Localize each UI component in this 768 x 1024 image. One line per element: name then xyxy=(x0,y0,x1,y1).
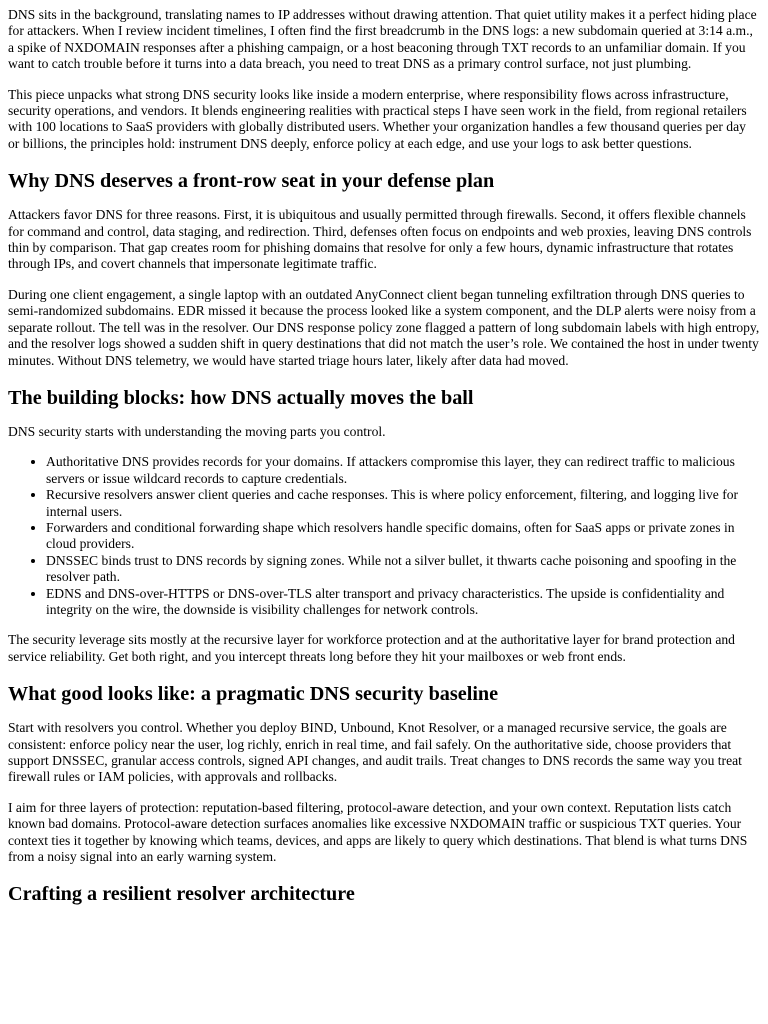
section-paragraph: Start with resolvers you control. Whether you deploy BIND, Unbound, Knot Resolver, or a managed recursive service, the goals are consistent: enforce policy near the user, log richly, enrich in real time, and fail safely. On the authoritative side, choose providers that support DNSSEC, granular access controls, signed API changes, and audit trails. Treat changes to DNS records the same way you treat firewall rules or IAM policies, with approvals and rollbacks. xyxy=(8,720,742,785)
list-item: • Forwarders and conditional forwarding shape which resolvers handle specific domains, often for SaaS apps or private zones in cloud providers. xyxy=(46,520,760,553)
list-item: • EDNS and DNS-over-HTTPS or DNS-over-TLS alter transport and privacy characteristics. The upside is confidentiality and integrity on the wire, the downside is visibility challenges for network controls. xyxy=(46,586,760,619)
list-item: • Authoritative DNS provides records for your domains. If attackers compromise this layer, they can redirect traffic to malicious servers or issue wildcard records to capture credentials. xyxy=(46,454,760,487)
section-heading-resolver-architecture: Crafting a resilient resolver architecture xyxy=(8,883,355,906)
section-intro: DNS security starts with understanding the moving parts you control. xyxy=(8,423,386,439)
intro-paragraph: DNS sits in the background, translating names to IP addresses without drawing attention. That quiet utility makes it a perfect hiding place for attackers. When I review incident timelines, I often find the first breadcrumb in the DNS logs: a new subdomain queried at 3:14 a.m., a spike of NXDOMAIN responses after a phishing campaign, or a host beaconing through TXT records to an unfamiliar domain. If you want to catch trouble before it turns into a data breach, you need to treat DNS as a primary control surface, not just plumbing. xyxy=(8,7,757,72)
building-blocks-list xyxy=(8,454,760,618)
list-item: • DNSSEC binds trust to DNS records by signing zones. While not a silver bullet, it thwarts cache poisoning and spoofing in the resolver path. xyxy=(46,553,760,586)
intro-paragraph: This piece unpacks what strong DNS security looks like inside a modern enterprise, where responsibility flows across infrastructure, security operations, and vendors. It blends engineering realities with practical steps I have seen work in the field, from regional retailers with 100 locations to SaaS providers with globally distributed users. Whether your organization handles a few thousand queries per day or billions, the principles hold: instrument DNS deeply, enforce policy at each edge, and use your logs to ask better questions. xyxy=(8,86,747,151)
list-item: • Recursive resolvers answer client queries and cache responses. This is where policy enforcement, filtering, and logging live for internal users. xyxy=(46,487,760,520)
section-heading-building-blocks: The building blocks: how DNS actually moves the ball xyxy=(8,386,474,409)
section-paragraph: Attackers favor DNS for three reasons. First, it is ubiquitous and usually permitted through firewalls. Second, it offers flexible channels for command and control, data staging, and redirection. Third, defenses often focus on endpoints and web proxies, leaving DNS controls thin by comparison. That gap creates room for phishing domains that resolve for only a few hours, dynamic infrastructure that rotates through IPs, and covert channels that impersonate legitimate traffic. xyxy=(8,207,752,272)
section-heading-why-dns: Why DNS deserves a front-row seat in your defense plan xyxy=(8,170,495,193)
section-heading-baseline: What good looks like: a pragmatic DNS security baseline xyxy=(8,683,499,706)
section-paragraph: During one client engagement, a single laptop with an outdated AnyConnect client began tunneling exfiltration through DNS queries to semi-randomized subdomains. EDR missed it because the process looked like a system component, and the DLP alerts were noisy from a separate rollout. The tell was in the resolver. Our DNS response policy zone flagged a pattern of long subdomain labels with high entropy, and the resolver logs showed a sudden shift in query destinations that did not match the user’s role. We contained the host in under twenty minutes. Without DNS telemetry, we would have started triage hours later, likely after data had moved. xyxy=(8,286,760,368)
section-paragraph: I aim for three layers of protection: reputation-based filtering, protocol-aware detection, and your own context. Reputation lists catch known bad domains. Protocol-aware detection surfaces anomalies like excessive NXDOMAIN traffic or suspicious TXT queries. Your context ties it together by knowing which teams, devices, and apps are likely to query which destinations. That blend is what turns DNS from a noisy signal into an early warning system. xyxy=(8,799,748,865)
section-outro: The security leverage sits mostly at the recursive layer for workforce protection and at the authoritative layer for brand protection and service reliability. Get both right, and you intercept threats long before they hit your mailboxes or web front ends. xyxy=(8,632,735,664)
